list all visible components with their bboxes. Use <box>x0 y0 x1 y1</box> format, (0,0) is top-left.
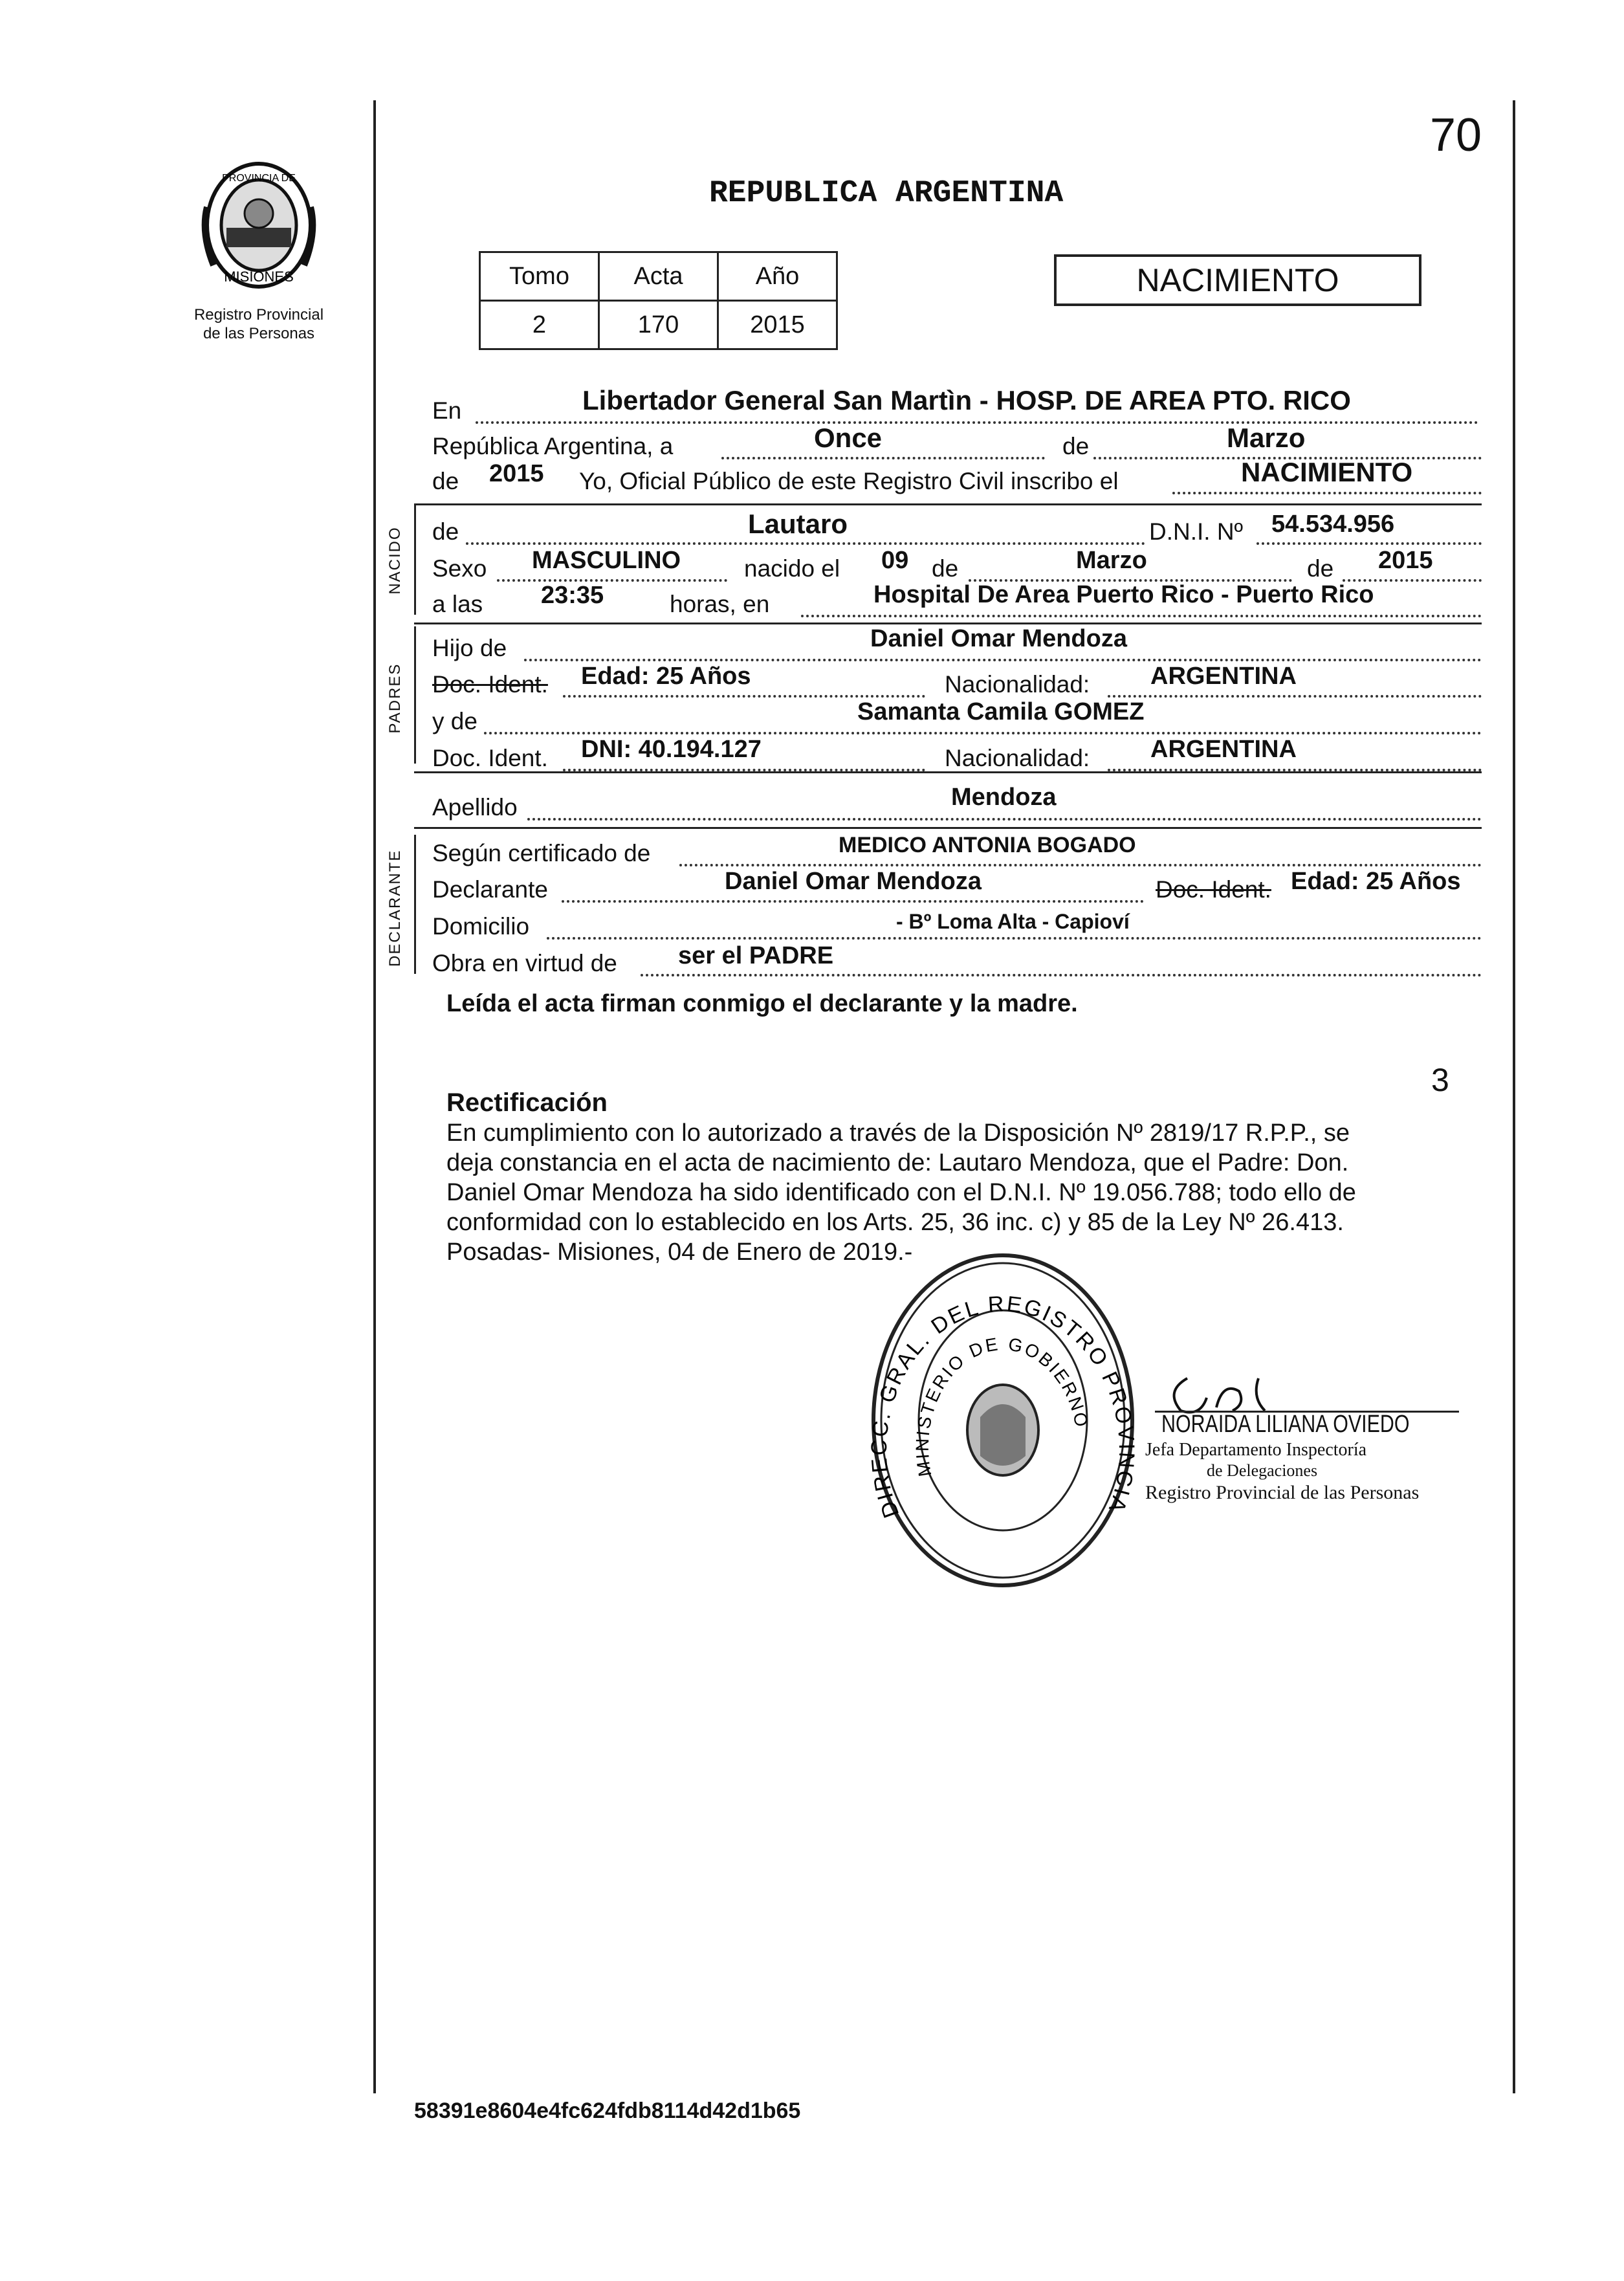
declarant-name-value: Daniel Omar Mendoza <box>725 868 982 895</box>
declarante-side-label: DECLARANTE <box>386 849 404 967</box>
document-hash: 58391e8604e4fc624fdb8114d42d1b65 <box>414 2099 801 2123</box>
page-title: REPUBLICA ARGENTINA <box>709 176 1064 211</box>
table-value-acta: 170 <box>599 301 718 349</box>
rectificacion-line-5: Posadas- Misiones, 04 de Enero de 2019.- <box>446 1239 913 1266</box>
en-label: En <box>432 397 462 424</box>
dni-label: D.N.I. Nº <box>1149 518 1244 545</box>
place-value: Libertador General San Martìn - HOSP. DE AREA PTO. RICO <box>582 385 1351 415</box>
table-value-ano: 2015 <box>718 301 837 349</box>
republica-label: República Argentina, a <box>432 433 674 459</box>
month-value: Marzo <box>1227 423 1306 453</box>
address-value: - Bº Loma Alta - Capioví <box>896 910 1130 933</box>
nacionalidad-label-2: Nacionalidad: <box>945 745 1090 771</box>
father-nationality-value: ARGENTINA <box>1150 663 1297 690</box>
domicilio-label: Domicilio <box>432 913 530 940</box>
day-word-value: Once <box>814 423 883 453</box>
rectificacion-title: Rectificación <box>446 1088 608 1117</box>
father-name-value: Daniel Omar Mendoza <box>870 625 1127 652</box>
registry-label: Registro Provincial <box>193 306 324 324</box>
sexo-value: MASCULINO <box>532 547 681 574</box>
time-value: 23:35 <box>541 582 604 609</box>
las-label: a las <box>432 591 483 617</box>
rectificacion-number: 3 <box>1431 1062 1449 1098</box>
year-value: 2015 <box>489 460 544 487</box>
birth-year-value: 2015 <box>1378 547 1433 574</box>
sexo-label: Sexo <box>432 555 487 582</box>
birth-day-value: 09 <box>881 547 909 574</box>
left-margin-line <box>373 100 376 2093</box>
hijo-label: Hijo de <box>432 635 507 661</box>
father-doc-label: Doc. Ident. <box>432 671 548 698</box>
reference-table <box>479 251 838 350</box>
official-stamp <box>861 1242 1145 1598</box>
birth-place-value: Hospital De Area Puerto Rico - Puerto Rico <box>873 581 1374 608</box>
table-header-ano: Año <box>718 252 837 301</box>
table-header-acta: Acta <box>599 252 718 301</box>
right-margin-line <box>1513 100 1515 2093</box>
signatory-name: NORAIDA LILIANA OVIEDO <box>1161 1411 1410 1438</box>
nacionalidad-label: Nacionalidad: <box>945 671 1090 698</box>
nacido-de-label: de <box>432 518 459 545</box>
rectificacion-line-1: En cumplimiento con lo autorizado a través de la Disposición Nº 2819/17 R.P.P., se <box>446 1119 1350 1147</box>
y-de-label: y de <box>432 708 477 734</box>
oficial-text: Yo, Oficial Público de este Registro Civil inscribo el <box>579 468 1119 494</box>
child-name-value: Lautaro <box>748 509 848 539</box>
svg-text:MINISTERIO DE GOBIERNO: MINISTERIO DE GOBIERNO <box>912 1334 1092 1479</box>
svg-text:MISIONES: MISIONES <box>224 269 294 285</box>
apellido-value: Mendoza <box>951 784 1057 811</box>
birth-month-value: Marzo <box>1076 547 1147 574</box>
page-number: 70 <box>1430 109 1482 161</box>
svg-text:DIRECC. GRAL. DEL REGISTRO PRO: DIRECC. GRAL. DEL REGISTRO PROVINCIA <box>866 1292 1139 1521</box>
signatory-title-3: Registro Provincial de las Personas <box>1145 1482 1420 1503</box>
table-value-tomo: 2 <box>480 301 599 349</box>
declarante-label: Declarante <box>432 876 548 903</box>
declarant-doc-label: Doc. Ident. <box>1156 876 1271 903</box>
rectificacion-line-4: conformidad con lo establecido en los Arts. 25, 36 inc. c) y 85 de la Ley Nº 26.413. <box>446 1209 1344 1236</box>
child-dni-value: 54.534.956 <box>1271 511 1395 538</box>
table-header-tomo: Tomo <box>480 252 599 301</box>
de2-label: de <box>432 468 459 494</box>
de-label: de <box>1062 433 1090 459</box>
certificate-value: MEDICO ANTONIA BOGADO <box>839 833 1136 857</box>
mother-doc-value: DNI: 40.194.127 <box>581 736 762 763</box>
mother-doc-label: Doc. Ident. <box>432 745 548 771</box>
rectificacion-line-3: Daniel Omar Mendoza ha sido identificado con el D.N.I. Nº 19.056.788; todo ello de <box>446 1179 1356 1206</box>
mother-name-value: Samanta Camila GOMEZ <box>857 698 1145 725</box>
signatory-title-1: Jefa Departamento Inspectoría <box>1145 1440 1367 1460</box>
province-seal-logo <box>194 155 324 294</box>
svg-text:PROVINCIA DE: PROVINCIA DE <box>222 173 296 184</box>
nacido-side-label: NACIDO <box>386 526 404 595</box>
reason-value: ser el PADRE <box>678 942 834 969</box>
rectificacion-line-2: deja constancia en el acta de nacimiento de: Lautaro Mendoza, que el Padre: Don. <box>446 1149 1349 1176</box>
horas-label: horas, en <box>670 591 770 617</box>
closing-text: Leída el acta firman conmigo el declarante y la madre. <box>446 990 1078 1017</box>
signatory-title-2: de Delegaciones <box>1207 1461 1318 1480</box>
padres-side-label: PADRES <box>386 663 404 734</box>
declarant-age-value: Edad: 25 Años <box>1291 868 1461 895</box>
de-label-2: de <box>932 555 959 582</box>
act-value: NACIMIENTO <box>1241 457 1413 487</box>
mother-nationality-value: ARGENTINA <box>1150 736 1297 763</box>
registry-label-2: de las Personas <box>203 325 315 342</box>
certificado-label: Según certificado de <box>432 840 651 866</box>
de-label-3: de <box>1307 555 1334 582</box>
father-age-value: Edad: 25 Años <box>581 663 751 690</box>
nacido-el-label: nacido el <box>744 555 840 582</box>
obra-label: Obra en virtud de <box>432 950 617 976</box>
record-type-box: NACIMIENTO <box>1054 254 1421 306</box>
apellido-label: Apellido <box>432 794 518 821</box>
